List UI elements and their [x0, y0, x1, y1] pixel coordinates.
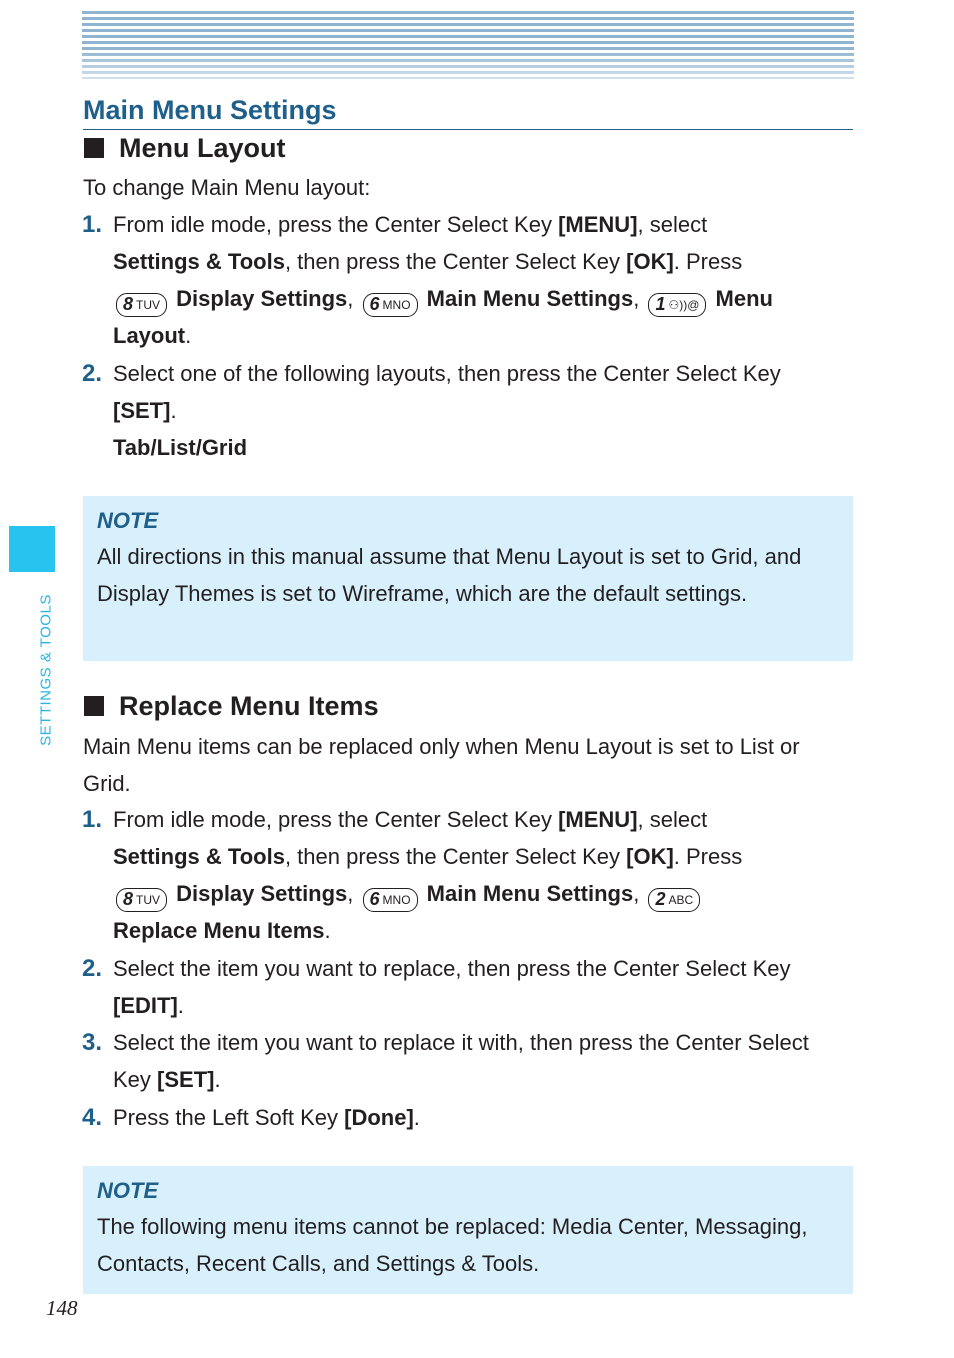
- keypad-8-icon: 8 TUV: [116, 888, 167, 912]
- menu-layout-step-2: 2. Select one of the following layouts, then press the Center Select Key [SET]. Tab/List/Grid: [82, 355, 842, 466]
- keypad-6-icon: 6 MNO: [363, 293, 418, 317]
- square-bullet-icon: [84, 696, 104, 716]
- replace-step-3: 3. Select the item you want to replace it with, then press the Center Select Key [SET].: [82, 1024, 842, 1098]
- replace-step-1: 1. From idle mode, press the Center Select Key [MENU], select Settings & Tools, then press the Center Select Key [OK]. Press 8 TUV Display Settings, 6 MNO Main Menu Settings, 2 ABC Replace Menu Items.: [82, 801, 842, 949]
- keypad-1-icon: 1 ⚇))@: [648, 293, 706, 317]
- step-number: 1.: [82, 211, 103, 238]
- note-box-2: [83, 1166, 853, 1294]
- keypad-8-icon: 8 TUV: [116, 293, 167, 317]
- note-body: The following menu items cannot be replaced: Media Center, Messaging, Contacts, Recent Calls, and Settings & Tools.: [97, 1214, 808, 1276]
- step-text: Select the item you want to replace it with, then press the Center Select Key: [113, 1030, 809, 1092]
- step-number: 1.: [82, 806, 103, 833]
- keypad-2-icon: 2 ABC: [648, 888, 700, 912]
- step-text: , then press the Center Select Key: [284, 844, 627, 869]
- menu-path: Replace Menu Items: [113, 918, 325, 943]
- menu-path: Main Menu Settings: [426, 286, 634, 311]
- key-label: [SET]: [157, 1067, 215, 1092]
- note-body: All directions in this manual assume that Menu Layout is set to Grid, and Display Themes is set to Wireframe, which are the default settings.: [97, 544, 802, 606]
- step-text: From idle mode, press the Center Select Key: [113, 807, 559, 832]
- keypad-6-icon: 6 MNO: [363, 888, 418, 912]
- note-box-1: [83, 496, 853, 661]
- key-label: [OK]: [626, 844, 674, 869]
- step-number: 2.: [82, 955, 103, 982]
- side-tab-marker: [9, 526, 55, 572]
- step-text: . Press: [673, 249, 743, 274]
- note-title: NOTE: [97, 1178, 159, 1203]
- key-label: [OK]: [626, 249, 674, 274]
- menu-layout-heading: [84, 131, 286, 165]
- page-number: 148: [46, 1296, 78, 1320]
- key-label: [MENU]: [558, 807, 638, 832]
- replace-step-2: 2. Select the item you want to replace, then press the Center Select Key [EDIT].: [82, 950, 842, 1024]
- step-text: . Press: [673, 844, 743, 869]
- menu-path: Display Settings: [176, 881, 348, 906]
- step-text: , select: [637, 212, 708, 237]
- key-label: [EDIT]: [113, 993, 178, 1018]
- step-text: , select: [637, 807, 708, 832]
- step-number: 2.: [82, 360, 103, 387]
- menu-path: Settings & Tools: [113, 844, 285, 869]
- note-title: NOTE: [97, 508, 159, 533]
- header-decoration: [82, 11, 854, 79]
- menu-path: Main Menu Settings: [426, 881, 634, 906]
- replace-items-heading-text: Replace Menu Items: [119, 691, 379, 721]
- replace-items-heading: [84, 689, 379, 723]
- step-number: 4.: [82, 1104, 103, 1131]
- menu-path: Display Settings: [176, 286, 348, 311]
- menu-layout-step-1: 1. From idle mode, press the Center Select Key [MENU], select Settings & Tools, then press the Center Select Key [OK]. Press 8 TUV Display Settings, 6 MNO Main Menu Settings, 1 ⚇))@ Menu Layout.: [82, 206, 842, 354]
- menu-path: Settings & Tools: [113, 249, 285, 274]
- menu-layout-heading-text: Menu Layout: [119, 133, 286, 163]
- step-text: Select one of the following layouts, then press the Center Select Key: [113, 361, 781, 386]
- side-section-label: SETTINGS & TOOLS: [37, 594, 55, 746]
- layout-options: Tab/List/Grid: [113, 435, 248, 460]
- menu-path: Menu Layout: [113, 286, 773, 348]
- step-text: From idle mode, press the Center Select Key: [113, 212, 559, 237]
- replace-step-4: 4. Press the Left Soft Key [Done].: [82, 1099, 842, 1136]
- step-text: Select the item you want to replace, then press the Center Select Key: [113, 956, 791, 981]
- key-label: [MENU]: [558, 212, 638, 237]
- step-text: , then press the Center Select Key: [284, 249, 627, 274]
- key-label: [SET]: [113, 398, 171, 423]
- section-title: Main Menu Settings: [83, 92, 853, 130]
- replace-items-intro: Main Menu items can be replaced only when Menu Layout is set to List or Grid.: [83, 734, 800, 796]
- menu-layout-intro: To change Main Menu layout:: [83, 175, 371, 200]
- key-label: [Done]: [344, 1105, 414, 1130]
- square-bullet-icon: [84, 138, 104, 158]
- step-text: Press the Left Soft Key: [113, 1105, 345, 1130]
- step-number: 3.: [82, 1029, 103, 1056]
